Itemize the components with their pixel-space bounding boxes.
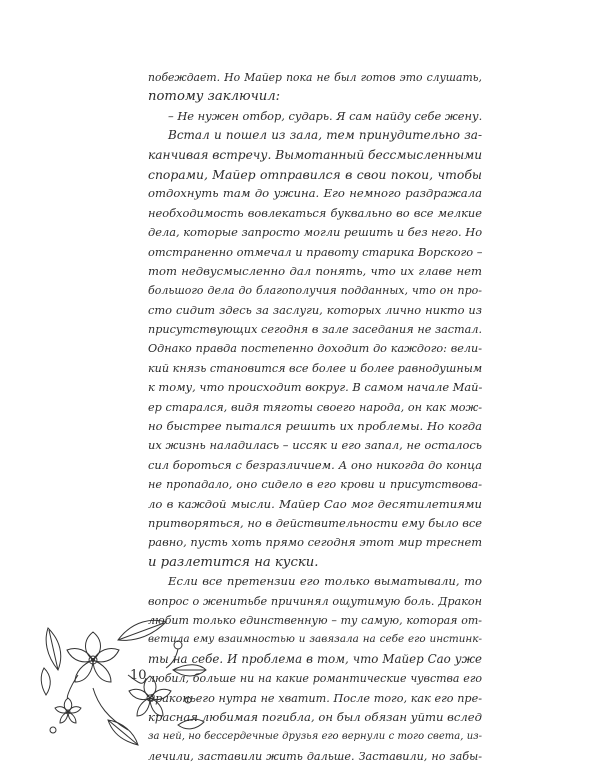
text-line: ер старался, видя тяготы своего народа, он как мож- — [148, 400, 482, 414]
text-line: канчивая встречу. Вымотанный бессмысленными — [148, 147, 482, 162]
text-line: необходимость вовлекаться буквально во все мелкие — [148, 205, 482, 220]
text-line: за ней, но бессердечные друзья его вернули с того света, из- — [148, 731, 482, 743]
text-line: к тому, что происходит вокруг. В самом начале Май- — [148, 380, 482, 395]
text-line: красная любимая погибла, он был обязан уйти вслед — [148, 709, 482, 724]
text-line: отстраненно отмечал и правоту старика Ворского – — [148, 244, 482, 259]
text-line: лечили, заставили жить дальше. Заставили, но забы- — [148, 749, 482, 763]
text-line: отдохнуть там до ужина. Его немного раздражала — [148, 186, 482, 201]
text-line: не пропадало, оно сидело в его крови и присутствова- — [148, 478, 482, 492]
text-line: драконьего нутра не хватит. После того, как его пре- — [148, 691, 482, 705]
text-line: Однако правда постепенно доходит до каждого: вели- — [148, 342, 482, 356]
text-line: ты на себе. И проблема в том, что Майер Сао уже — [148, 651, 482, 666]
text-line: – Не нужен отбор, сударь. Я сам найду себе жену. — [168, 108, 482, 123]
text-line: Встал и пошел из зала, тем принудительно за- — [168, 128, 482, 143]
text-line: и разлетится на куски. — [148, 554, 319, 570]
text-line: ло в каждой мысли. Майер Сао мог десятилетиями — [148, 496, 482, 511]
text-line: сил бороться с безразличием. А оно никогда до конца — [148, 457, 482, 472]
text-line: притворяться, но в действительности ему было все — [148, 515, 482, 530]
text-line: но быстрее пытался решить их проблемы. Но когда — [148, 419, 482, 434]
text-line: большого дела до благополучия подданных, что он про- — [148, 284, 482, 298]
page-number: 10 — [130, 668, 147, 683]
text-line: тот недвусмысленно дал понять, что их главе нет — [148, 263, 482, 278]
text-line: спорами, Майер отправился в свои покои, чтобы — [148, 166, 482, 182]
text-line: дела, которые запросто могли решить и без него. Но — [148, 225, 482, 240]
text-line: Если все претензии его только выматывали, то — [168, 574, 482, 589]
text-line: потому заключил: — [148, 89, 281, 105]
text-line: ветила ему взаимностью и завязала на себе его инстинк- — [148, 633, 482, 646]
text-line: любит только единственную – ту самую, которая от- — [148, 613, 482, 627]
text-line: кий князь становится все более и более равнодушным — [148, 361, 482, 375]
text-line: любил, больше ни на какие романтические чувства его — [148, 672, 482, 686]
text-line: сто сидит здесь за заслуги, которых лично никто из — [148, 302, 482, 317]
text-line: присутствующих сегодня в зале заседания не застал. — [148, 323, 482, 337]
floral-corner-icon — [38, 600, 208, 750]
text-line: побеждает. Но Майер пока не был готов это слушать, — [148, 71, 482, 84]
text-line: их жизнь наладилась – иссяк и его запал, не осталось — [148, 438, 482, 453]
text-line: вопрос о женитьбе причинял ощутимую боль. Дракон — [148, 594, 482, 608]
text-line: равно, пусть хоть прямо сегодня этот мир треснет — [148, 535, 482, 550]
